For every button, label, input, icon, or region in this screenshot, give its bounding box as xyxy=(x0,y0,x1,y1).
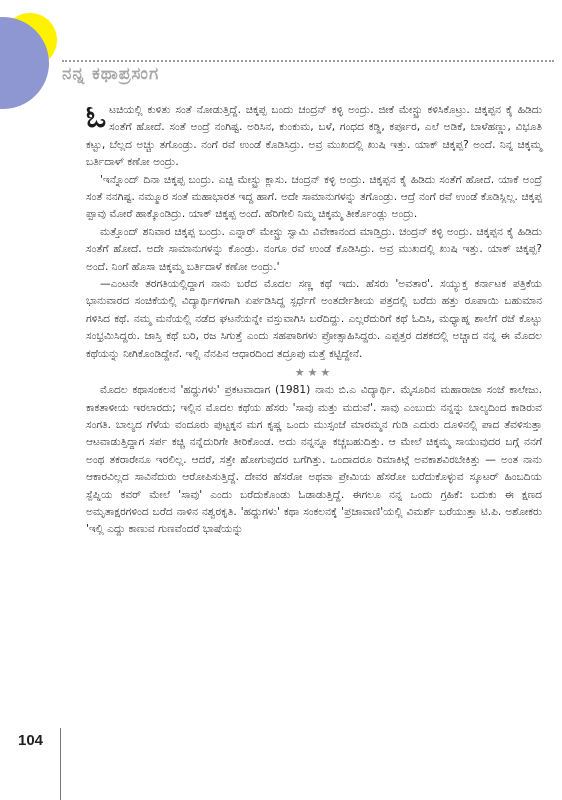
page-header-title: ನನ್ನ ಕಥಾಪ್ರಸಂಗ xyxy=(62,64,160,84)
paragraph-5: ಮೊದಲ ಕಥಾಸಂಕಲನ 'ಹದ್ದುಗಳು' ಪ್ರಕಟವಾದಾಗ (1981) ನಾನು ಬಿ.ಎ ವಿದ್ಯಾರ್ಥಿ. ಮೈಸೂರಿನ ಮಹಾರಾಜಾ ಸಂಜೆ ಕಾಲೇಜು. ಕಾಕತಾಳೀಯ ಇರಲಾರದು; ಇಲ್ಲಿನ ಮೊದಲ ಕಥೆಯ ಹೆಸರು 'ಸಾವು ಮತ್ತು ಮದುವೆ'. ಸಾವು ಎಂಬುದು ನನ್ನನ್ನು ಬಾಲ್ಯದಿಂದ ಕಾಡಿರುವ ಸಂಗತಿ. ಬಾಲ್ಯದ ಗೆಳೆಯ ವಂದೂರು ಪುಟ್ಟಕ್ಕನ ಮಗ ಕೃಷ್ಣ ಒಂದು ಮುಸ್ಸಂಜೆ ಮಾರಮ್ಮನ ಗುಡಿ ಎದುರು ದೂಳಿನಲ್ಲಿ ಪಾದ ತೆವಳಿಸುತ್ತಾ ಆಟವಾಡುತ್ತಿದ್ದಾಗ ಸರ್ಪ ಕಚ್ಚಿ ನನ್ನೆದುರಿಗೇ ತೀರಿಕೊಂಡ. ಅದು ನನ್ನನ್ನೂ ಕಚ್ಚಬಹುದಿತ್ತು. ಆ ಮೇಲೆ ಚಿಕ್ಕಮ್ಮ ಸಾಯುವುದರ ಬಗ್ಗೆ ನನಗೆ ಅಂಥ ತಕರಾರೇನೂ ಇರಲಿಲ್ಲ. ಆದರೆ, ಸತ್ತೇ ಹೋಗುವುದರ ಬಗೆಗಿತ್ತು. ಒಂದಾದರೂ ರಿಮಾಕಿಟ್ಗೆ ಅವಕಾಶವಿರಬೇಕಿತ್ತು — ಅಂತ ನಾನು ಆಕಾರವಿಲ್ಲದ ಸಾವಿನೆದುರು ಆರೋಪಿಸುತ್ತಿದ್ದೆ. ದೇವರ ಹೆಸರೋ ಅಥವಾ ಪ್ರೇಮಿಯ ಹೆಸರೋ ಬರೆದುಕೊಳ್ಳುವ ಸ್ಕೂಟರ್ ಹಿಂಬದಿಯ ಸ್ಪೆಪ್ನಿಯ ಕವರ್ ಮೇಲೆ 'ಸಾವು' ಎಂದು ಬರೆದುಕೊಂಡು ಓಡಾಡುತ್ತಿದ್ದೆ. ಈಗಲೂ ನನ್ನ ಒಂದು ಗ್ರಹಿಕೆ: ಬದುಕು ಈ ಕ್ಷಣದ ಅಮೃತಾಕ್ಷರಗಳಿಂದ ಬರೆದ ನಾಳಿನ ನಶ್ವರಕೃತಿ. 'ಹದ್ದುಗಳು' ಕಥಾ ಸಂಕಲನಕ್ಕೆ 'ಪ್ರಜಾವಾಣಿ'ಯಲ್ಲಿ ವಿಮರ್ಶೆ ಬರೆಯುತ್ತಾ ಟಿ.ಪಿ. ಅಶೋಕರು 'ಇಲ್ಲಿ ಎದ್ದು ಕಾಣುವ ಗುಣವೆಂದರೆ ಭಾಷೆಯನ್ನು xyxy=(86,384,542,536)
paragraph-2: 'ಇನ್ನೊಂದ್ ದಿನಾ ಚಿಕ್ಕಪ್ಪ ಬಂದ್ರು. ಎಚ್ಪಿ ಮೇಸ್ಟ್ರು ಕ್ಲಾಸು. ಚಂದ್ರನ್ ಕಳ್ಳಿ ಅಂದ್ರು. ಚಿಕ್ಕಪ್ಪನ ಕೈ ಹಿಡಿದು ಸಂತೆಗೆ ಹೋದೆ. ಯಾಕೆ ಅಂದ್ರೆ ಸಂತೆ ನನಗಿಷ್ಟ. ನಮ್ಮೂರ ಸಂತೆ ಮಹಾಭಾರತ ಇದ್ದ ಹಾಗೆ. ಅದೇ ಸಾಮಾನುಗಳನ್ನು ತಗೊಂಡ್ರು. ಆದ್ರೆ ನಂಗೆ ರವೆ ಉಂಡೆ ಕೊಡಿಸ್ಲಿಲ್ಲ. ಚಿಕ್ಕಪ್ಪ ಪ್ಪಾವು ಮೋರೆ ಹಾಕ್ಕೊಂಡಿದ್ರು. ಯಾಕ್ ಚಿಕ್ಕಪ್ಪ ಅಂದೆ. ಹೆರಿಗೇಲಿ ನಿಮ್ಮ ಚಿಕ್ಕಮ್ಮ ತೀರ್ಕೊಂಡ್ಲು ಅಂದ್ರು. xyxy=(86,173,542,221)
page-number-rule xyxy=(60,728,61,800)
page-number: 104 xyxy=(18,732,44,749)
header-dotted-rule xyxy=(62,60,554,62)
drop-cap: ಓ xyxy=(86,100,107,135)
section-divider-stars: ★★★ xyxy=(294,366,334,380)
paragraph-1-text: ಟಚಿಯಲ್ಲಿ ಕುಳಿತು ಸಂತೆ ನೋಡುತ್ತಿದ್ದೆ. ಚಿಕ್ಕಪ್ಪ ಬಂದು ಚಂದ್ರನ್ ಕಳ್ಳಿ ಅಂದ್ರು. ಜೀಕೆ ಮೇಸ್ಟ್ರು ಕಳಿಸಿಕೊಟ್ರು. ಚಿಕ್ಕಪ್ಪನ ಕೈ ಹಿಡಿದು ಸಂತೆಗೆ ಹೋದೆ. ಸಂತೆ ಅಂದ್ರೆ ನಂಗಿಷ್ಟ. ಅರಿಸಿನ, ಕುಂಕುಮ, ಬಳೆ, ಗಂಧದ ಕಡ್ಡಿ, ಕರ್ಪೂರ, ಎಲೆ ಅಡಿಕೆ, ಬಾಳೆಹಣ್ಣು, ವಿಭೂತಿ ಕಟ್ಟು, ಬೆಲ್ಲದ ಅಚ್ಚು ತಗೊಂಡ್ರು. ನಂಗೆ ರವೆ ಉಂಡೆ ಕೊಡಿಸಿದ್ರು. ಅವ್ರ ಮುಖದಲ್ಲಿ ಖುಷಿ ಇತ್ತು. ಯಾಕ್ ಚಿಕ್ಕಪ್ಪ? ಅಂದೆ. ನಿನ್ನ ಚಿಕ್ಕಮ್ಮ ಬರ್ತಿದಾಳ್ ಕಣೋ ಅಂದ್ರು. xyxy=(86,104,542,169)
paragraph-3: ಮತ್ತೊಂದ್ ಶನಿವಾರ ಚಿಕ್ಕಪ್ಪ ಬಂದ್ರು. ಎನ್ನಾರ್ ಮೇಸ್ಟ್ರು ಸ್ವಾಮಿ ವಿವೇಕಾನಂದ ಮಾಡ್ತಿದ್ರು. ಚಂದ್ರನ್ ಕಳ್ಳಿ ಅಂದ್ರು. ಚಿಕ್ಕಪ್ಪನ ಕೈ ಹಿಡಿದು ಸಂತೆಗೆ ಹೋದೆ. ಅದೇ ಸಾಮಾನುಗಳನ್ನು ಕೊಂಡ್ರು. ನಂಗೂ ರವೆ ಉಂಡೆ ಕೊಡಿಸಿದ್ರು. ಅವ್ರ ಮುಖದಲ್ಲಿ ಖುಷಿ ಇತ್ತು. ಯಾಕ್ ಚಿಕ್ಕಪ್ಪ? ಅಂದೆ. ನಿಂಗೆ ಹೊಸಾ ಚಿಕ್ಕಮ್ಮ ಬರ್ತಿದಾಳೆ ಕಣೋ ಅಂದ್ರು.' xyxy=(86,225,542,273)
paragraph-4: —ಎಂಟನೇ ತರಗತಿಯಲ್ಲಿದ್ದಾಗ ನಾನು ಬರೆದ ಮೊದಲ ಸಣ್ಣ ಕಥೆ ಇದು. ಹೆಸರು 'ಅವತಾರ'. ಸಯ್ಯುಕ್ತ ಕರ್ನಾಟಕ ಪತ್ರಿಕೆಯ ಭಾನುವಾರದ ಸಂಚಿಕೆಯಲ್ಲಿ ವಿದ್ಯಾರ್ಥಿಗಳಿಗಾಗಿ ಏರ್ಪಡಿಸಿದ್ದ ಸ್ಪರ್ಧೆಗೆ ಅಂತರ್ದೇಶೀಯ ಪತ್ರದಲ್ಲಿ ಬರೆದು ಹತ್ತು ರೂಪಾಯಿ ಬಹುಮಾನ ಗಳಿಸಿದ ಕಥೆ. ನಮ್ಮ ಮನೆಯಲ್ಲಿ ನಡೆದ ಘಟನೆಯನ್ನೇ ವಸ್ತುವಾಗಿಸಿ ಬರೆದಿದ್ದು. ಎಲ್ಲರೆದುರಿಗೆ ಕಥೆ ಓದಿಸಿ, ಮಧ್ಯಾಹ್ನ ಶಾಲೆಗೆ ರಜೆ ಕೊಟ್ಟು ಸಂಭ್ರಮಿಸಿದ್ದರು. ಜಾಸ್ತಿ ಕಥೆ ಬರಿ, ರಜ ಸಿಗುತ್ತೆ ಎಂದು ಸಹಪಾಠಿಗಳು ಪ್ರೋತ್ಸಾಹಿಸಿದ್ದರು. ಎಪ್ಪತ್ತರ ದಶಕದಲ್ಲಿ ಅಚ್ಚಾದ ನನ್ನ ಈ ಮೊದಲ ಕಥೆಯನ್ನು ನೀಗಿಕೊಂಡಿದ್ದೇನೆ. ಇಲ್ಲಿ ನೆನಪಿನ ಆಧಾರದಿಂದ ತದ್ರೂಪು ಮತ್ತೆ ಕಟ್ಟಿದ್ದೇನೆ. xyxy=(86,278,542,360)
article-body xyxy=(86,102,542,539)
paragraph-1 xyxy=(86,102,542,172)
corner-circles-decoration xyxy=(0,0,90,110)
